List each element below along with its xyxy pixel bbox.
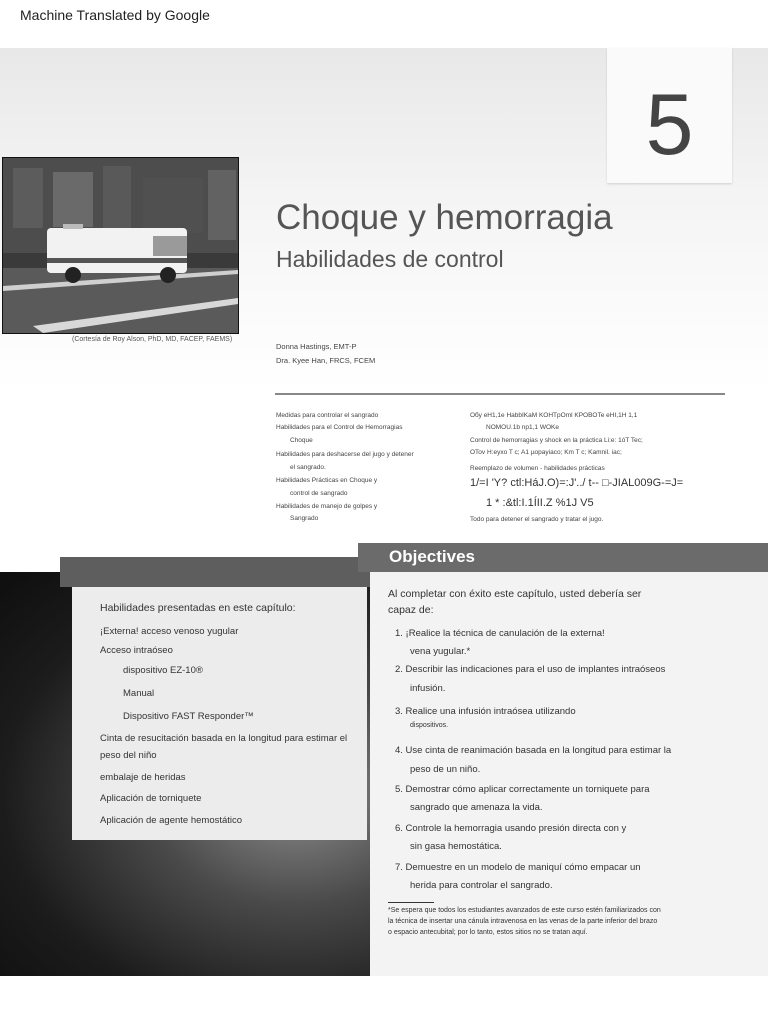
skill-item: ¡Externa! acceso venoso yugular [100, 626, 239, 637]
objective-item: 5. Demostrar cómo aplicar correctamente un torniquete para [395, 784, 650, 795]
toc-left-item: Medidas para controlar el sangrado [276, 412, 379, 419]
skill-item: Cinta de resucitación basada en la longitud para estimar el [100, 733, 348, 744]
objectives-intro: capaz de: [388, 604, 434, 616]
toc-left-item: el sangrado. [290, 464, 326, 471]
objective-item: vena yugular.* [410, 646, 471, 657]
skill-item: peso del niño [100, 750, 157, 761]
toc-left-item: Sangrado [290, 515, 319, 522]
footnote-line: *Se espera que todos los estudiantes avanzados de este curso estén familiarizados con [388, 907, 661, 914]
objective-item: 2. Describir las indicaciones para el uso de implantes intraóseos [395, 664, 666, 675]
objective-item: 3. Realice una infusión intraósea utilizando [395, 706, 576, 717]
photo-caption: (Cortesía de Roy Alson, PhD, MD, FACEP, FAEMS) [72, 336, 233, 343]
objective-item: 1. ¡Realice la técnica de canulación de la externa! [395, 628, 605, 639]
toc-left-item: Habilidades de manejo de golpes y [276, 503, 378, 510]
footnote-line: o espacio antecubital; por lo tanto, estos sitios no se tratan aquí. [388, 929, 588, 936]
toc-left-item: Habilidades para el Control de Hemorragias [276, 424, 403, 431]
footnote-line: la técnica de insertar una cánula intravenosa en las venas de la parte inferior del brazo [388, 918, 658, 925]
objective-item: herida para controlar el sangrado. [410, 880, 553, 891]
toc-right-item: Reemplazo de volumen - habilidades prácticas [470, 465, 605, 472]
skill-item: Aplicación de torniquete [100, 793, 202, 804]
skill-item: Acceso intraóseo [100, 645, 173, 656]
toc-right-item: Control de hemorragias y shock en la práctica Li:e: 1óT Tec; [470, 437, 643, 444]
header-divider [275, 393, 725, 395]
toc-right-item: NOMOU.1b np1,1 WOKe [486, 424, 559, 431]
objective-item: 7. Demuestre en un modelo de maniquí cómo empacar un [395, 862, 641, 873]
objective-item: 6. Controle la hemorragia usando presión directa con y [395, 823, 627, 834]
ambulance-photo [2, 157, 239, 334]
footnote-divider [388, 902, 434, 903]
author-1: Donna Hastings, EMT-P [276, 342, 357, 351]
objective-item: 4. Use cinta de reanimación basada en la longitud para estimar la [395, 745, 672, 756]
objective-item: infusión. [410, 683, 446, 694]
skills-header-bar [60, 557, 370, 587]
chapter-subtitle: Habilidades de control [276, 246, 504, 272]
ambulance-photo-illustration [3, 158, 238, 333]
toc-left-item: Choque [290, 437, 313, 444]
toc-right-item: OTov H:eyxo T c; A1 µopayiaco; Km T c; Kamnil. iac; [470, 449, 622, 456]
objective-item: sin gasa hemostática. [410, 841, 502, 852]
skill-item: Dispositivo FAST Responder™ [123, 711, 254, 722]
toc-left-item: Habilidades para deshacerse del jugo y detener [276, 451, 414, 458]
objectives-intro: Al completar con éxito este capítulo, usted debería ser [388, 588, 642, 600]
machine-translated-label: Machine Translated by Google [20, 7, 210, 23]
objectives-title: Objectives [389, 547, 475, 566]
toc-left-item: control de sangrado [290, 490, 348, 497]
objective-item: dispositivos. [410, 722, 449, 729]
skill-item: embalaje de heridas [100, 772, 186, 783]
toc-right-item: 1 * :&tl:I.1ÍII.Z %1J V5 [486, 497, 594, 509]
author-2: Dra. Kyee Han, FRCS, FCEM [276, 356, 376, 365]
chapter-title: Choque y hemorragia [276, 198, 613, 237]
skills-heading: Habilidades presentadas en este capítulo: [100, 602, 296, 614]
objective-item: peso de un niño. [410, 764, 481, 775]
objective-item: sangrado que amenaza la vida. [410, 802, 543, 813]
skill-item: dispositivo EZ-10® [123, 665, 203, 676]
toc-left-item: Habilidades Prácticas en Choque y [276, 477, 378, 484]
skill-item: Manual [123, 688, 155, 699]
toc-right-item: 1/=I 'Y? ctl:HáJ.O)=:J'../ t-- □-JIAL009G-=J= [470, 477, 684, 489]
toc-right-item: Todo para detener el sangrado y tratar el jugo. [470, 516, 604, 523]
chapter-number: 5 [645, 77, 694, 173]
toc-right-item: Обу eH1,1e HabbIKaM KOHTpOml KPOBOTe eHI,1H 1,1 [470, 412, 638, 419]
skill-item: Aplicación de agente hemostático [100, 815, 243, 826]
